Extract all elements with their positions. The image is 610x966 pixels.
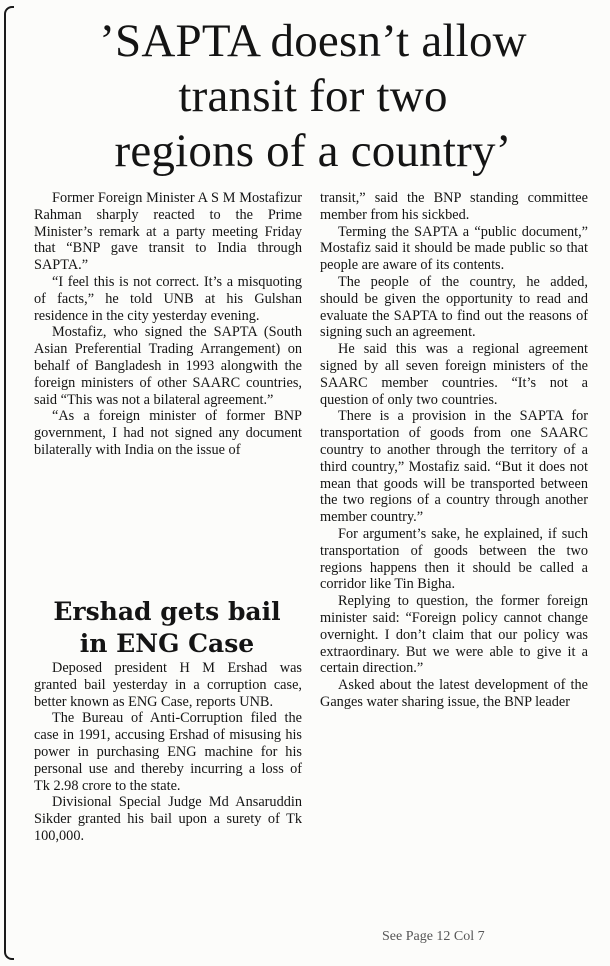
- body-paragraph: Mostafiz, who signed the SAPTA (South Asian Preferential Trading Arrangement) on behalf of Bangladesh in 1993 alongwith the foreign ministers of other SAARC countries, said “This was not a bilateral agreement.”: [34, 324, 302, 408]
- subheadline-line: Ershad gets bail: [53, 597, 281, 626]
- story1-right-column: [320, 190, 588, 711]
- body-paragraph: Terming the SAPTA a “public document,” Mostafiz said it should be made public so that people are aware of its contents.: [320, 223, 588, 274]
- body-paragraph: The people of the country, he added, should be given the opportunity to read and evaluate the SAPTA to find out the reasons of signing such an agreement.: [320, 273, 588, 341]
- body-paragraph: Asked about the latest development of the Ganges water sharing issue, the BNP leader: [320, 677, 588, 710]
- body-paragraph: Deposed president H M Ershad was granted bail yesterday in a corruption case, better known as ENG Case, reports UNB.: [34, 660, 302, 710]
- body-paragraph: He said this was a regional agreement signed by all seven foreign ministers of the SAARC member countries. “It’s not a question of only two countries.: [320, 341, 588, 408]
- headline-line: regions of a country’: [114, 125, 512, 177]
- body-paragraph: transit,” said the BNP standing committee member from his sickbed.: [320, 190, 588, 223]
- body-paragraph: For argument’s sake, he explained, if such transportation of goods between the two regions happens then it should be called a corridor like Tin Bigha.: [320, 525, 588, 593]
- body-paragraph: Former Foreign Minister A S M Mostafizur Rahman sharply reacted to the Prime Minister’s remark at a party meeting Friday that “BNP gave transit to India through SAPTA.”: [34, 190, 302, 274]
- story2-column: [34, 660, 302, 845]
- body-paragraph: “As a foreign minister of former BNP government, I had not signed any document bilaterally with India on the issue of: [34, 408, 302, 458]
- main-headline: [20, 14, 606, 179]
- body-paragraph: “I feel this is not correct. It’s a misquoting of facts,” he told UNB at his Gulshan residence in the city yesterday evening.: [34, 273, 302, 324]
- body-paragraph: Divisional Special Judge Md Ansaruddin Sikder granted his bail upon a surety of Tk 100,000.: [34, 794, 302, 844]
- body-paragraph: There is a provision in the SAPTA for transportation of goods from one SAARC country to another through the territory of a third country,” Mostafiz said. “But it does not mean that goods will be transported between the two regions of a country through another member country.”: [320, 408, 588, 526]
- headline-line: ’SAPTA doesn’t allow: [99, 15, 527, 67]
- continuation-jump-line: See Page 12 Col 7: [382, 929, 485, 944]
- body-paragraph: Replying to question, the former foreign minister said: “Foreign policy cannot change overnight. I don’t claim that our policy was extraordinary. But we were able to give it a certain direction.”: [320, 593, 588, 677]
- headline-line: transit for two: [178, 70, 448, 122]
- column-frame-bracket: [4, 6, 14, 960]
- ershad-headline: [22, 596, 312, 660]
- body-paragraph: The Bureau of Anti-Corruption filed the case in 1991, accusing Ershad of misusing his power in purchasing ENG machine for his personal use and thereby incurring a loss of Tk 2.98 crore to the state.: [34, 710, 302, 794]
- story1-left-column: [34, 190, 302, 459]
- subheadline-line: in ENG Case: [79, 629, 255, 658]
